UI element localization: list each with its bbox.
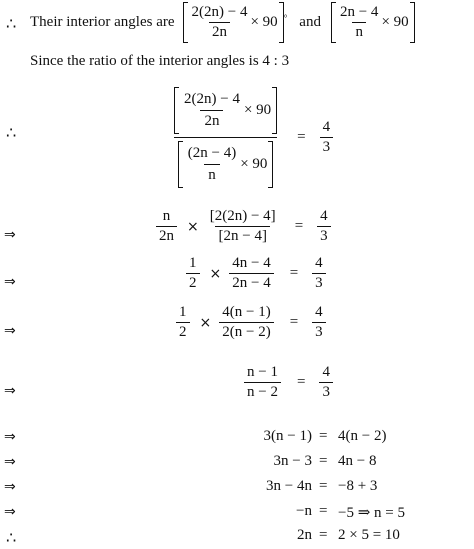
equals-sign: = [319,503,328,519]
equals-sign: = [297,129,306,145]
implies-arrow: ⇒ [4,323,16,339]
times-sign: × [187,218,199,235]
step3-equation [186,255,326,292]
interior-angles-line [30,2,415,42]
interior-angles-prefix: Their interior angles are [30,13,175,30]
fraction-numerator: (2n − 4) [187,145,237,161]
fraction-denominator: 3 [312,273,326,292]
times-ninety: × 90 [381,13,409,30]
implies-arrow: ⇒ [4,454,16,470]
equals-sign: = [296,374,306,390]
fraction-numerator: 2n − 4 [339,3,379,20]
implies-arrow: ⇒ [4,429,16,445]
fraction-denominator: n − 2 [244,382,281,401]
fraction-numerator: 4 [322,119,331,135]
fraction-denominator: 2 [176,322,190,341]
step9-lhs: −n [296,503,312,519]
fraction-numerator: n − 1 [247,364,278,380]
step7-lhs: 3n − 3 [273,453,312,469]
rhs-fraction [320,119,334,156]
fraction-numerator: 4 [322,364,330,380]
step-fraction-a [156,208,177,245]
step8-rhs: −8 + 3 [338,478,378,494]
step9-rhs: −5 ⇒ n = 5 [338,505,405,521]
fraction-numerator: 4 [315,304,323,320]
times-ninety: × 90 [243,102,272,118]
fraction-numerator: 4(n − 1) [222,304,271,320]
rhs-fraction [312,255,326,292]
rhs-fraction [317,208,331,245]
rhs-fraction [319,364,333,401]
step6-lhs: 3(n − 1) [263,428,312,444]
implies-arrow: ⇒ [4,227,16,243]
fraction-numerator: 4n − 4 [232,255,271,271]
angle-expression-1 [183,2,284,43]
step-fraction-a [244,364,281,401]
fraction-numerator: 4 [320,208,328,224]
fraction-denominator: 3 [320,137,334,156]
therefore-symbol: ∴ [6,528,17,547]
implies-arrow: ⇒ [4,479,16,495]
step5-equation [244,364,333,401]
angle-fraction-2 [337,4,381,41]
fraction-denominator: 3 [317,226,331,245]
step-fraction-a [176,304,190,341]
angle-fraction-1 [189,4,251,41]
rhs-fraction [312,304,326,341]
degree-mark: ° [283,13,288,23]
equals-sign: = [319,453,328,469]
and-word: and [299,13,321,30]
equals-sign: = [319,527,328,543]
implies-arrow: ⇒ [4,274,16,290]
times-sign: × [209,265,222,282]
ratio-statement: Since the ratio of the interior angles is 4 : 3 [30,53,290,69]
equals-sign: = [319,478,328,494]
fraction-numerator: 1 [179,304,187,320]
fraction-denominator: 2 [186,273,200,292]
equals-sign: = [294,218,304,234]
fraction-numerator: [2(2n) − 4] [209,208,276,224]
times-sign: × [199,314,212,331]
fraction-denominator: 2n [156,226,177,245]
step-fraction-b [207,208,279,245]
fraction-denominator: [2n − 4] [215,226,269,245]
step10-rhs: 2 × 5 = 10 [338,527,400,543]
step-fraction-b [219,304,273,341]
implies-arrow: ⇒ [4,383,16,399]
fraction-denominator: 3 [312,322,326,341]
fraction-denominator: 3 [319,382,333,401]
fraction-numerator: 2(2n) − 4 [191,3,248,20]
times-ninety: × 90 [240,156,268,172]
step-fraction-b [229,255,273,292]
fraction-denominator: 2n − 4 [229,273,273,292]
fraction-numerator: 1 [189,255,197,271]
equals-sign: = [289,265,299,281]
fraction-numerator: 4 [315,255,323,271]
fraction-denominator: 2n [200,110,223,132]
step-fraction-a [186,255,200,292]
fraction-denominator: 2(n − 2) [219,322,273,341]
fraction-denominator: n [352,22,366,41]
fraction-denominator: 2n [209,22,230,41]
fraction-denominator: n [204,164,220,186]
fraction-numerator: n [162,208,171,224]
step7-rhs: 4n − 8 [338,453,377,469]
bottom-expression [178,141,274,188]
implies-arrow: ⇒ [4,504,16,520]
top-expression [174,87,277,134]
step2-equation [156,208,331,245]
ratio-equation-step1 [170,85,333,190]
step8-lhs: 3n − 4n [266,478,312,494]
step4-equation [176,304,326,341]
step10-lhs: 2n [297,527,312,543]
equals-sign: = [289,314,299,330]
fraction-numerator: 2(2n) − 4 [184,91,240,107]
step6-rhs: 4(n − 2) [338,428,387,444]
therefore-symbol: ∴ [6,14,17,33]
therefore-symbol: ∴ [6,123,17,142]
times-ninety: × 90 [250,13,278,30]
equals-sign: = [319,428,328,444]
angle-expression-2 [331,2,415,43]
compound-fraction [170,85,281,190]
